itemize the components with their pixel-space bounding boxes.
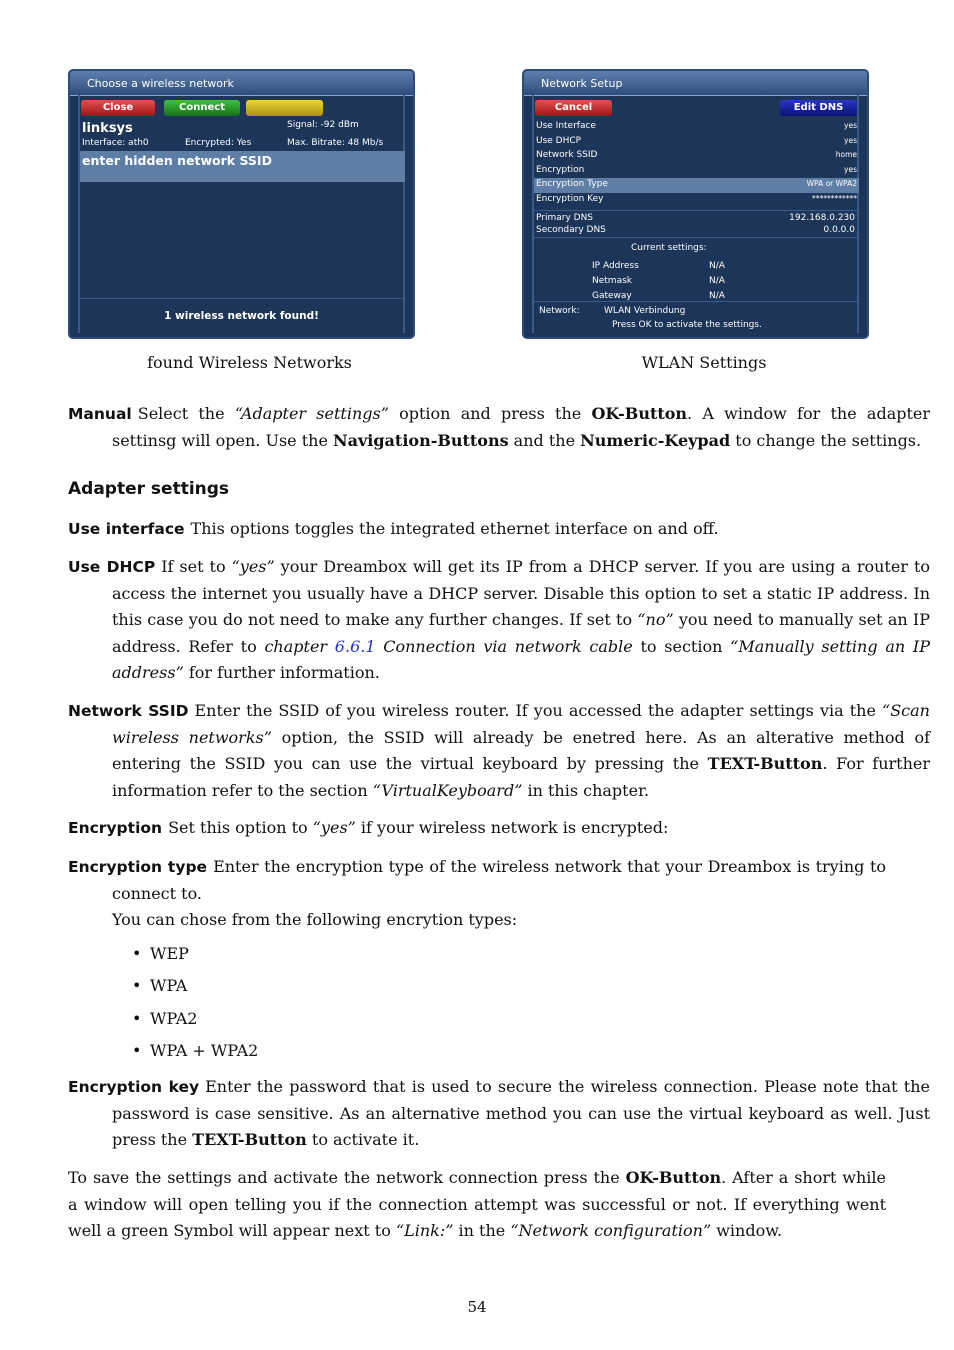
- list-item-text: WEP: [150, 943, 189, 963]
- text: your Dreambox will get its IP from a DHCP server. If you are using a router to access the internet you usually have a DHCP server. Disable this option to set a static IP address. In this case you do not need to make any further changes. If set to: [112, 557, 931, 629]
- encrypted-label: Encrypted: Yes: [185, 138, 252, 148]
- setting-row-encryption-key[interactable]: [534, 193, 859, 208]
- emphasis: “Scan wireless networks”: [112, 701, 930, 747]
- setting-row-use-dhcp[interactable]: [534, 135, 859, 150]
- section-heading: Adapter settings: [68, 479, 230, 499]
- list-item-text: WPA + WPA2: [150, 1041, 259, 1060]
- button-name: OK-Button: [591, 404, 688, 423]
- bitrate-label: Max. Bitrate: 48 Mb/s: [287, 138, 384, 148]
- netmask-label: Netmask: [592, 276, 632, 286]
- text: to section: [632, 636, 731, 656]
- text: This options toggles the integrated ethernet interface on and off.: [190, 519, 719, 538]
- gateway-value: N/A: [709, 291, 725, 301]
- window-title: Network Setup: [541, 77, 623, 90]
- cancel-button[interactable]: Cancel: [535, 100, 612, 116]
- status-text: 1 wireless network found!: [164, 310, 319, 322]
- setting-label: Network SSID: [536, 150, 598, 161]
- divider: [534, 210, 857, 211]
- text: Enter the password that is used to secure the wireless connection. Please note that the password is case sensitive. As an alternative method you can use the virtual keyboard as well. Just press the: [112, 1077, 930, 1149]
- list-item: • WEP: [132, 943, 189, 963]
- text: window.: [711, 1221, 783, 1240]
- text: option and press the: [388, 404, 592, 423]
- edit-dns-button[interactable]: Edit DNS: [780, 100, 857, 116]
- network-value: WLAN Verbindung: [604, 306, 686, 316]
- interface-label: Interface: ath0: [82, 138, 149, 148]
- text: Select the: [137, 404, 235, 423]
- activate-hint: Press OK to activate the settings.: [612, 320, 762, 330]
- button-name: TEXT-Button: [707, 754, 823, 773]
- current-settings-label: Current settings:: [631, 243, 707, 253]
- encryption-type-list: [68, 938, 886, 1068]
- term: Encryption type: [68, 858, 208, 876]
- emphasis: “Link:”: [395, 1221, 454, 1240]
- setting-value: yes: [844, 121, 857, 130]
- text: Enter the encryption type of the wireless network that your Dreambox is trying to connect to.: [112, 857, 887, 903]
- text: option, the SSID will already be enetred here. As an alterative method of entering the SSID you can use the virtual keyboard by pressing the: [112, 727, 930, 773]
- network-name[interactable]: linksys: [82, 121, 133, 136]
- setting-row-network-ssid[interactable]: [534, 149, 859, 164]
- setting-value: ************: [812, 193, 857, 203]
- text: Set this option to: [168, 818, 313, 837]
- text: . After a short while a window will open telling you if the connection attempt was successful or not. If everything went well a green Symbol will appear next to: [68, 1168, 887, 1240]
- text: for further information.: [183, 663, 380, 682]
- hidden-ssid-row[interactable]: [80, 151, 405, 182]
- emphasis: “no”: [637, 610, 674, 629]
- setting-value: yes: [844, 135, 857, 145]
- text: . For further information refer to the section: [112, 754, 930, 800]
- caption-right: WLAN Settings: [641, 353, 767, 372]
- emphasis: “Adapter settings”: [234, 404, 389, 423]
- divider: [534, 237, 857, 238]
- text: If set to: [161, 557, 232, 576]
- title-bar: [524, 71, 867, 96]
- text: in this chapter.: [522, 780, 650, 800]
- setting-row-encryption[interactable]: [534, 164, 859, 179]
- button-name: Numeric-Keypad: [580, 430, 731, 450]
- list-item: • WPA + WPA2: [132, 1041, 259, 1060]
- settings-list: [534, 120, 859, 208]
- manual-paragraph: [68, 401, 930, 454]
- divider: [80, 298, 403, 299]
- network-ssid-paragraph: [68, 698, 930, 804]
- setting-label: Encryption: [536, 164, 585, 175]
- divider: [534, 301, 857, 302]
- wireless-network-screenshot: [68, 69, 415, 339]
- text: to activate it.: [306, 1130, 420, 1149]
- setting-value: WPA or WPA2: [806, 179, 857, 189]
- term: Use DHCP: [68, 558, 156, 576]
- title-bar: [70, 71, 413, 96]
- secondary-dns-value: 0.0.0.0: [823, 225, 855, 235]
- emphasis: “VirtualKeyboard”: [372, 780, 523, 800]
- signal-strength: Signal: -92 dBm: [287, 120, 359, 130]
- primary-dns-label: Primary DNS: [536, 213, 594, 223]
- emphasis: “Network configuration”: [510, 1221, 712, 1240]
- text: in the: [453, 1221, 511, 1240]
- term: Encryption: [68, 819, 163, 837]
- caption-left: found Wireless Networks: [147, 353, 352, 372]
- button-name: Navigation-Buttons: [333, 430, 509, 450]
- setting-label: Encryption Key: [536, 193, 604, 204]
- button-name: TEXT-Button: [192, 1130, 307, 1149]
- encryption-key-paragraph: [68, 1074, 930, 1154]
- setting-label: Encryption Type: [536, 179, 608, 190]
- term: Use interface: [68, 520, 185, 538]
- chapter-link[interactable]: 6.6.1: [334, 636, 376, 656]
- primary-dns-value: 192.168.0.230: [789, 213, 855, 223]
- setting-row-use-interface[interactable]: [534, 120, 859, 135]
- emphasis: “yes”: [312, 818, 356, 837]
- hidden-ssid-label: enter hidden network SSID: [82, 153, 272, 168]
- emphasis: chapter: [264, 636, 328, 656]
- use-interface-paragraph: [68, 516, 930, 543]
- text: you need to manually set an IP address. Refer to: [112, 610, 930, 656]
- emphasis: “yes”: [231, 557, 275, 576]
- yellow-button[interactable]: [246, 100, 323, 116]
- setting-row-encryption-type[interactable]: [534, 178, 859, 193]
- text: . A window for the adapter settinsg will open. Use the: [112, 404, 931, 450]
- text: To save the settings and activate the network connection press the: [68, 1168, 626, 1187]
- page-number: 54: [467, 1298, 487, 1316]
- connect-button[interactable]: Connect: [164, 100, 240, 116]
- term: Encryption key: [68, 1078, 200, 1096]
- setting-label: Use Interface: [536, 121, 596, 131]
- closing-paragraph: [68, 1165, 886, 1245]
- list-item: • WPA2: [132, 1008, 198, 1028]
- gateway-label: Gateway: [592, 291, 632, 301]
- close-button[interactable]: Close: [81, 100, 155, 116]
- list-item: • WPA: [132, 976, 188, 995]
- list-item-text: WPA2: [150, 1008, 198, 1028]
- ip-address-label: IP Address: [592, 261, 639, 271]
- text: to change the settings.: [730, 430, 922, 450]
- emphasis: Connection via network cable: [383, 636, 633, 656]
- term: Manual: [68, 405, 132, 423]
- use-dhcp-paragraph: [68, 554, 930, 687]
- ip-address-value: N/A: [709, 261, 725, 271]
- secondary-dns-label: Secondary DNS: [536, 225, 606, 235]
- text: You can chose from the following encrytion types:: [112, 910, 518, 929]
- encryption-type-paragraph: [68, 854, 886, 1068]
- emphasis: “Manually setting an IP address”: [112, 636, 930, 682]
- window-title: Choose a wireless network: [87, 77, 234, 90]
- setting-value: home: [835, 150, 857, 160]
- button-name: OK-Button: [625, 1168, 722, 1187]
- setting-label: Use DHCP: [536, 135, 582, 146]
- list-item-text: WPA: [150, 976, 188, 995]
- encryption-paragraph: [68, 815, 930, 842]
- netmask-value: N/A: [709, 276, 725, 286]
- text: Enter the SSID of you wireless router. If you accessed the adapter settings via the: [194, 701, 883, 720]
- text: if your wireless network is encrypted:: [355, 818, 669, 837]
- setting-value: yes: [844, 164, 857, 174]
- network-label: Network:: [539, 306, 580, 316]
- network-setup-screenshot: [522, 69, 869, 339]
- term: Network SSID: [68, 702, 189, 720]
- text: and the: [508, 430, 581, 450]
